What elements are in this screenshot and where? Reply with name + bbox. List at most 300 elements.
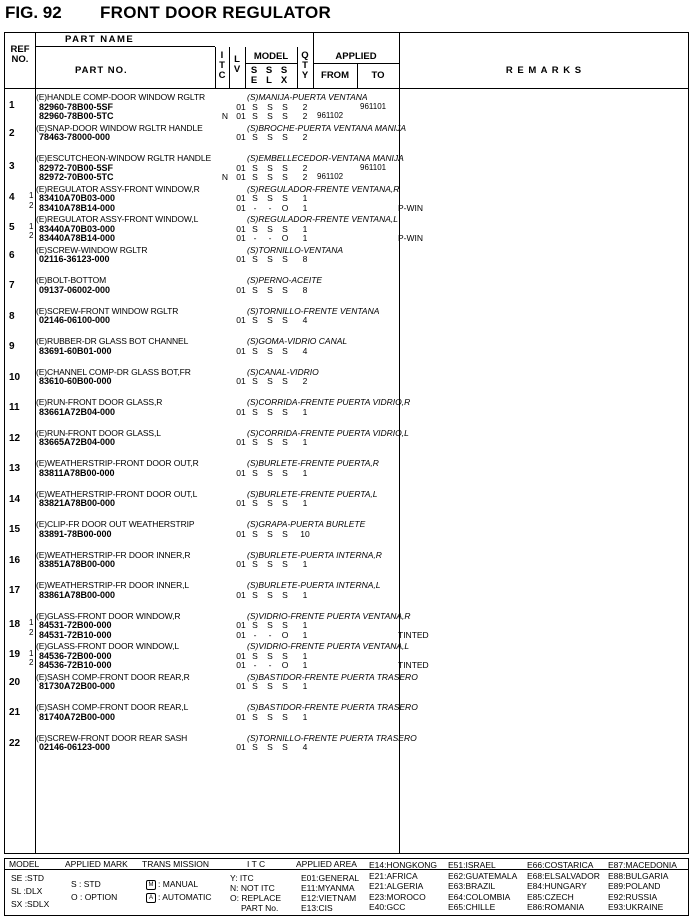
model-mark: S xyxy=(252,223,258,234)
parts-table xyxy=(4,32,689,854)
lv-value: 01 xyxy=(236,498,246,508)
lv-value: 01 xyxy=(236,111,246,121)
model-mark: S xyxy=(282,284,288,295)
model-mark: S xyxy=(282,172,288,182)
legend-trans-label: AUTOMATIC xyxy=(162,892,212,902)
ref-number: 7 xyxy=(9,280,15,291)
qty-value: 4 xyxy=(302,345,308,356)
figure-heading xyxy=(5,3,331,25)
remark: TINTED xyxy=(398,629,429,640)
model-mark: S xyxy=(267,162,273,173)
model-mark: S xyxy=(282,132,288,142)
ref-number: 12 xyxy=(9,432,21,444)
part-name: (E)WEATHERSTRIP-FR DOOR INNER,L xyxy=(36,580,190,590)
spanish-name: (S)REGULADOR-FRENTE VENTANA,L xyxy=(247,214,398,224)
model-mark: S xyxy=(282,345,288,356)
part-number: 83851A78B00-000 xyxy=(39,559,116,569)
spanish-name: (S)VIDRIO-FRENTE PUERTA VENTANA,R xyxy=(247,610,411,621)
model-mark: S xyxy=(267,172,273,182)
automatic-icon: A xyxy=(146,893,156,903)
qty-value: 1 xyxy=(302,193,308,203)
qty-value: 1 xyxy=(302,406,308,417)
remark: P-WIN xyxy=(398,233,424,243)
part-name: (E)GLASS-FRONT DOOR WINDOW,R xyxy=(36,610,181,621)
divider xyxy=(313,63,399,64)
model-mark: S xyxy=(252,711,258,722)
ref-number: 17 xyxy=(9,585,21,596)
legend-area-item: E12:VIETNAM xyxy=(301,893,357,903)
model-mark: S xyxy=(252,620,258,630)
qty-value: 1 xyxy=(302,559,308,569)
model-mark: S xyxy=(282,559,288,569)
model-mark: S xyxy=(252,681,258,691)
table-row xyxy=(5,519,688,549)
model-mark: - xyxy=(268,233,272,243)
model-mark: S xyxy=(252,589,258,600)
lv-value: 01 xyxy=(236,172,246,182)
model-mark: S xyxy=(282,376,288,386)
table-row xyxy=(5,580,688,610)
legend-itc-title: I T C xyxy=(247,859,266,869)
part-number: 82960-78B00-5SF xyxy=(39,101,114,112)
legend-trans-label: MANUAL xyxy=(162,879,199,889)
table-row xyxy=(5,367,688,397)
ref-number: 22 xyxy=(9,737,21,749)
part-number: 84531-72B10-000 xyxy=(39,629,112,640)
part-name: (E)SNAP-DOOR WINDOW RGLTR HANDLE xyxy=(36,122,203,133)
legend-applied-mark-item: S : STD xyxy=(71,879,101,889)
part-number: 83811A78B00-000 xyxy=(39,467,115,478)
part-name: (E)CHANNEL COMP-DR GLASS BOT,FR xyxy=(36,366,191,377)
legend-country: E64:COLOMBIA xyxy=(448,891,511,902)
part-number: 83410A70B03-000 xyxy=(39,193,116,203)
part-name: (E)SCREW-FRONT WINDOW RGLTR xyxy=(36,305,179,316)
legend-country: E62:GUATEMALA xyxy=(448,870,518,881)
applied-to: 961101 xyxy=(360,162,387,172)
part-number: 82972-70B00-5SF xyxy=(39,162,114,173)
part-name: (E)REGULATOR ASSY-FRONT WINDOW,L xyxy=(36,214,199,224)
table-body xyxy=(5,88,688,853)
model-mark: S xyxy=(267,193,273,203)
divider xyxy=(399,33,400,88)
model-mark: S xyxy=(267,111,273,121)
legend-country: E86:ROMANIA xyxy=(527,902,585,912)
lv-value: 01 xyxy=(236,589,246,600)
remark: P-WIN xyxy=(398,202,424,213)
qty-value: 1 xyxy=(302,437,308,447)
model-mark: S xyxy=(267,498,273,508)
spanish-name: (S)GOMA-VIDRIO CANAL xyxy=(247,336,348,346)
ref-number: 9 xyxy=(9,341,15,352)
spanish-name: (S)MANIJA-PUERTA VENTANA xyxy=(247,92,368,102)
legend-itc-item: PART No. xyxy=(241,903,279,913)
model-mark: S xyxy=(282,620,288,630)
ref-number: 5 xyxy=(9,222,15,233)
model-mark: - xyxy=(268,202,272,213)
model-mark: S xyxy=(267,376,273,386)
table-row xyxy=(5,611,688,641)
ref-number: 18 xyxy=(9,618,21,630)
part-number: 84536-72B10-000 xyxy=(39,660,112,670)
lv-value: 01 xyxy=(236,193,246,203)
model-mark: S xyxy=(282,681,288,691)
spanish-name: (S)TORNILLO-FRENTE VENTANA xyxy=(247,305,380,316)
table-row xyxy=(5,702,688,732)
sub-number: 1 xyxy=(29,221,34,231)
model-mark: S xyxy=(267,437,273,447)
model-mark: S xyxy=(267,742,273,752)
legend-country: E63:BRAZIL xyxy=(448,881,496,891)
model-mark: S xyxy=(267,467,273,478)
table-row xyxy=(5,489,688,519)
model-mark: S xyxy=(282,467,288,478)
legend-country: E40:GCC xyxy=(369,902,406,912)
table-row xyxy=(5,123,688,153)
part-number: 83691-60B01-000 xyxy=(39,345,112,356)
to-header: TO xyxy=(371,70,385,81)
qty-value: 8 xyxy=(302,254,308,264)
part-number: 02146-06100-000 xyxy=(39,315,111,325)
model-mark: S xyxy=(282,711,288,722)
table-header xyxy=(5,33,688,89)
part-name: (E)BOLT-BOTTOM xyxy=(36,275,107,285)
qty-value: 1 xyxy=(302,681,308,691)
qty-header-q: Q xyxy=(301,50,309,61)
qty-value: 2 xyxy=(302,162,308,173)
qty-header-y: Y xyxy=(301,70,309,81)
applied-from: 961102 xyxy=(317,111,344,120)
lv-value: 01 xyxy=(236,629,246,640)
ref-number: 19 xyxy=(9,649,21,660)
table-row xyxy=(5,550,688,580)
table-row xyxy=(5,153,688,183)
lv-value: 01 xyxy=(236,202,246,213)
model-mark: S xyxy=(252,172,258,182)
spanish-name: (S)CORRIDA-FRENTE PUERTA VIDRIO,R xyxy=(247,397,411,407)
lv-value: 01 xyxy=(236,437,246,447)
itc-header xyxy=(216,51,228,81)
part-number: 02116-36123-000 xyxy=(39,254,110,264)
from-header: FROM xyxy=(321,70,349,81)
part-name: (E)SCREW-FRONT DOOR REAR SASH xyxy=(36,732,188,743)
ref-number: 14 xyxy=(9,493,21,505)
legend-country: E68:ELSALVADOR xyxy=(527,870,600,881)
part-name: (E)SASH COMP-FRONT DOOR REAR,L xyxy=(36,702,189,712)
legend-country: E85:CZECH xyxy=(527,891,574,902)
legend-country: E92:RUSSIA xyxy=(608,891,658,902)
spanish-name: (S)BASTIDOR-FRENTE PUERTA TRASERO xyxy=(247,671,418,682)
model-mark: S xyxy=(252,650,258,661)
qty-value: 2 xyxy=(302,111,308,121)
part-name: (E)GLASS-FRONT DOOR WINDOW,L xyxy=(36,641,179,651)
ref-number: 8 xyxy=(9,310,15,322)
model-mark: S xyxy=(252,437,258,447)
applied-header: APPLIED xyxy=(335,51,377,62)
table-row xyxy=(5,214,688,244)
part-number: 78463-78000-000 xyxy=(39,132,111,142)
model-mark: S xyxy=(252,498,258,508)
lv-value: 01 xyxy=(236,660,246,670)
model-mark: - xyxy=(253,202,257,213)
ref-number: 2 xyxy=(9,127,15,139)
table-row xyxy=(5,641,688,671)
model-mark: S xyxy=(282,742,288,752)
part-name: (E)RUN-FRONT DOOR GLASS,R xyxy=(36,397,163,407)
lv-value: 01 xyxy=(236,559,246,569)
legend-country: E23:MOROCO xyxy=(369,891,426,902)
sub-number: 2 xyxy=(29,627,34,637)
legend xyxy=(4,858,689,916)
part-number: 83665A72B04-000 xyxy=(39,437,116,447)
model-mark: O xyxy=(281,660,289,670)
legend-country: E21:AFRICA xyxy=(369,870,418,881)
legend-itc-item: O: REPLACE xyxy=(230,893,282,903)
qty-value: 2 xyxy=(302,132,308,142)
divider xyxy=(35,46,215,47)
model-mark: S xyxy=(252,376,258,386)
legend-trans-title: TRANS MISSION xyxy=(142,859,210,869)
qty-value: 2 xyxy=(302,376,308,386)
manual-icon: M xyxy=(146,880,156,890)
legend-itc-item: Y: ITC xyxy=(230,873,254,883)
model-mark: S xyxy=(282,111,288,121)
spanish-name: (S)BURLETE-PUERTA INTERNA,R xyxy=(247,549,382,560)
legend-itc-item: N: NOT ITC xyxy=(230,883,275,893)
model-sub-label: S xyxy=(250,65,258,76)
model-mark: S xyxy=(282,162,288,173)
lv-value: 01 xyxy=(236,101,246,112)
model-mark: S xyxy=(282,406,288,417)
part-name: (E)ESCUTCHEON-WINDOW RGLTR HANDLE xyxy=(36,153,212,163)
spanish-name: (S)BURLETE-FRENTE PUERTA,L xyxy=(247,488,378,499)
spanish-name: (S)REGULADOR-FRENTE VENTANA,R xyxy=(247,183,400,194)
part-number: 83891-78B00-000 xyxy=(39,528,112,539)
model-mark: S xyxy=(267,528,273,539)
lv-value: 01 xyxy=(236,284,246,295)
part-name-header: PART NAME xyxy=(65,34,135,45)
model-sx-header xyxy=(278,66,290,86)
model-mark: S xyxy=(252,528,258,539)
spanish-name: (S)EMBELLECEDOR-VENTANA MANIJA xyxy=(247,153,404,163)
legend-model-item: SL :DLX xyxy=(11,886,43,896)
model-mark: - xyxy=(268,660,272,670)
spanish-name: (S)CANAL-VIDRIO xyxy=(247,366,319,377)
model-mark: S xyxy=(282,193,288,203)
legend-country: E21:ALGERIA xyxy=(369,881,424,891)
table-row xyxy=(5,275,688,305)
qty-value: 1 xyxy=(302,620,308,630)
model-mark: - xyxy=(253,233,257,243)
table-row xyxy=(5,184,688,214)
lv-value: 01 xyxy=(236,711,246,722)
qty-value: 4 xyxy=(302,315,308,325)
legend-area-item: E01:GENERAL xyxy=(301,873,360,883)
table-row xyxy=(5,458,688,488)
table-row xyxy=(5,92,688,122)
lv-value: 01 xyxy=(236,376,246,386)
itc-value: N xyxy=(221,111,229,121)
model-mark: S xyxy=(267,650,273,661)
model-sl-header xyxy=(263,66,275,86)
part-name: (E)SASH COMP-FRONT DOOR REAR,R xyxy=(36,671,190,682)
lv-value: 01 xyxy=(236,233,246,243)
part-number: 83440A70B03-000 xyxy=(39,223,116,234)
qty-header-t: T xyxy=(302,60,308,71)
lv-value: 01 xyxy=(236,315,246,325)
model-mark: S xyxy=(267,589,273,600)
model-mark: S xyxy=(267,345,273,356)
model-mark: O xyxy=(281,233,289,243)
ref-number: 21 xyxy=(9,707,21,718)
qty-value: 1 xyxy=(302,467,308,478)
itc-header-t: T xyxy=(219,60,225,71)
table-row xyxy=(5,397,688,427)
lv-value: 01 xyxy=(236,132,246,142)
qty-value: 1 xyxy=(302,223,308,234)
figure-number: FIG. 92 xyxy=(5,3,62,22)
page-title: FRONT DOOR REGULATOR xyxy=(100,3,332,22)
spanish-name: (S)CORRIDA-FRENTE PUERTA VIDRIO,L xyxy=(247,427,409,438)
lv-value: 01 xyxy=(236,528,246,539)
model-se-header xyxy=(248,66,260,86)
model-sub-label: X xyxy=(280,75,288,86)
part-number: 02146-06123-000 xyxy=(39,742,111,752)
lv-header xyxy=(230,55,244,75)
model-mark: S xyxy=(252,193,258,203)
model-sub-label: S xyxy=(280,65,288,76)
part-no-header: PART NO. xyxy=(75,65,128,76)
model-mark: S xyxy=(282,437,288,447)
spanish-name: (S)BURLETE-PUERTA INTERNA,L xyxy=(247,580,381,590)
lv-value: 01 xyxy=(236,345,246,356)
part-name: (E)CLIP-FR DOOR OUT WEATHERSTRIP xyxy=(36,519,195,529)
model-sub-label: S xyxy=(265,65,273,76)
spanish-name: (S)PERNO-ACEITE xyxy=(247,275,323,285)
ref-number: 20 xyxy=(9,676,21,688)
spanish-name: (S)TORNILLO-VENTANA xyxy=(247,244,344,255)
ref-number: 16 xyxy=(9,554,21,566)
divider xyxy=(245,63,297,64)
legend-country: E93:UKRAINE xyxy=(608,902,664,912)
model-mark: S xyxy=(282,528,288,539)
table-row xyxy=(5,245,688,275)
part-number: 82972-70B00-5TC xyxy=(39,172,114,182)
applied-from: 961102 xyxy=(317,172,344,181)
model-mark: S xyxy=(267,132,273,142)
qty-value: 8 xyxy=(302,284,308,295)
qty-value: 1 xyxy=(302,629,308,640)
lv-value: 01 xyxy=(236,620,246,630)
sub-number: 2 xyxy=(29,231,34,240)
ref-header-line1: REF xyxy=(10,44,30,55)
table-row xyxy=(5,672,688,702)
part-number: 83661A72B04-000 xyxy=(39,406,116,417)
ref-number: 1 xyxy=(9,100,15,111)
sub-number: 1 xyxy=(29,191,34,200)
part-name: (E)RUN-FRONT DOOR GLASS,L xyxy=(36,427,161,438)
model-mark: S xyxy=(252,162,258,173)
legend-country: E88:BULGARIA xyxy=(608,870,669,881)
model-mark: S xyxy=(267,711,273,722)
part-number: 81740A72B00-000 xyxy=(39,711,116,722)
qty-value: 2 xyxy=(302,172,308,182)
lv-value: 01 xyxy=(236,406,246,417)
model-mark: S xyxy=(282,498,288,508)
legend-applied-mark-item: O : OPTION xyxy=(71,892,118,902)
qty-value: 1 xyxy=(302,202,308,213)
model-mark: S xyxy=(267,223,273,234)
model-mark: O xyxy=(281,629,289,640)
model-mark: S xyxy=(267,681,273,691)
lv-value: 01 xyxy=(236,681,246,691)
lv-header-v: V xyxy=(233,64,241,75)
itc-header-c: C xyxy=(218,70,226,81)
model-mark: S xyxy=(267,406,273,417)
lv-value: 01 xyxy=(236,742,246,752)
model-mark: - xyxy=(253,660,257,670)
model-mark: - xyxy=(268,629,272,640)
model-sub-label: E xyxy=(250,75,258,86)
model-mark: S xyxy=(252,284,258,295)
qty-value: 1 xyxy=(302,589,308,600)
remarks-header: R E M A R K S xyxy=(505,65,583,76)
part-number: 09137-06002-000 xyxy=(39,284,111,295)
table-row xyxy=(5,336,688,366)
part-number: 83440A78B14-000 xyxy=(39,233,116,243)
part-number: 83821A78B00-000 xyxy=(39,498,116,508)
sub-number: 2 xyxy=(29,200,34,210)
sub-number: 2 xyxy=(29,658,34,667)
legend-area-item: E11:MYANMA xyxy=(301,883,355,893)
table-row xyxy=(5,428,688,458)
ref-number: 13 xyxy=(9,463,21,474)
legend-model-item: SX :SDLX xyxy=(11,899,50,909)
model-mark: S xyxy=(252,559,258,569)
model-mark: S xyxy=(282,101,288,112)
model-mark: S xyxy=(282,223,288,234)
table-row xyxy=(5,306,688,336)
model-mark: S xyxy=(252,315,258,325)
part-name: (E)WEATHERSTRIP-FR DOOR INNER,R xyxy=(36,549,191,560)
spanish-name: (S)BASTIDOR-FRENTE PUERTA TRASERO xyxy=(247,702,418,712)
model-mark: S xyxy=(252,345,258,356)
legend-trans-automatic: A : AUTOMATIC xyxy=(146,892,212,903)
spanish-name: (S)TORNILLO-FRENTE PUERTA TRASERO xyxy=(247,732,417,743)
lv-value: 01 xyxy=(236,650,246,661)
qty-value: 1 xyxy=(302,233,308,243)
applied-to: 961101 xyxy=(360,101,387,111)
model-mark: S xyxy=(267,254,273,264)
qty-value: 1 xyxy=(302,498,308,508)
ref-number: 11 xyxy=(9,402,20,413)
ref-no-header xyxy=(7,45,33,65)
part-number: 81730A72B00-000 xyxy=(39,681,116,691)
legend-area-item: E13:CIS xyxy=(301,903,333,913)
part-name: (E)HANDLE COMP-DOOR WINDOW RGLTR xyxy=(36,92,205,102)
part-name: (E)REGULATOR ASSY-FRONT WINDOW,R xyxy=(36,183,200,194)
part-number: 83861A78B00-000 xyxy=(39,589,116,600)
qty-value: 10 xyxy=(300,528,310,539)
spanish-name: (S)VIDRIO-FRENTE PUERTA VENTANA,L xyxy=(247,641,410,651)
legend-model-item: SE :STD xyxy=(11,873,45,883)
model-mark: S xyxy=(252,101,258,112)
model-mark: S xyxy=(282,589,288,600)
legend-country: E51:ISRAEL xyxy=(448,860,496,870)
ref-number: 6 xyxy=(9,249,15,261)
model-mark: S xyxy=(282,650,288,661)
model-header: MODEL xyxy=(253,51,289,62)
qty-value: 1 xyxy=(302,650,308,661)
